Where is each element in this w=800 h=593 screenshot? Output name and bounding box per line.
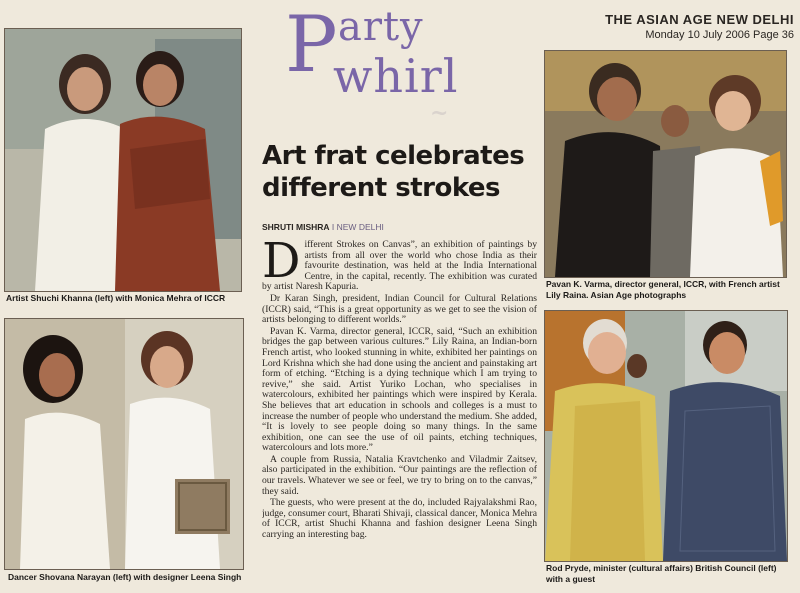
byline-author: SHRUTI MISHRA [262,222,330,232]
article-paragraph [262,240,537,293]
article-paragraph-text: ifferent Strokes on Canvas”, an exhibition of paintings by artists from all over the world who chose India as their favourite destination, was held at the India International Centre, in the capital, recently. The exhibition was curated by artist Naresh Kapuria. [262,240,537,293]
publication-name: THE ASIAN AGE NEW DELHI [605,12,794,27]
caption-top-right: Pavan K. Varma, director general, ICCR, with French artist Lily Raina. Asian Age photographs [546,279,780,300]
photo-pryde-guest-icon [545,311,787,561]
article-dropcap: D [262,240,301,289]
masthead-initial: P [285,0,338,90]
photo-top-right [544,50,787,278]
photo-varma-raina-icon [545,51,786,277]
caption-bottom-left: Dancer Shovana Narayan (left) with designer Leena Singh [8,572,242,582]
masthead-word-whirl: whirl [333,49,459,103]
photo-two-women-icon [5,29,241,291]
photo-bottom-right [544,310,788,562]
photo-bottom-left [4,318,244,570]
photo-dancer-designer-icon [5,319,243,569]
article-paragraph: A couple from Russia, Natalia Kravtchenko and Viladmir Zaitsev, also participated in the exhibition. “Our paintings are the reflection of our travels. Whatever we see or feel, we try to bring on to the canvas,” they said. [262,453,537,497]
publication-date-page: Monday 10 July 2006 Page 36 [645,29,794,41]
ghost-text: ~ [430,100,449,126]
article-byline [262,222,384,232]
publication-header [605,12,794,41]
caption-bottom-right: Rod Pryde, minister (cultural affairs) British Council (left) with a guest [546,563,777,584]
caption-top-left: Artist Shuchi Khanna (left) with Monica Mehra of ICCR [6,293,226,303]
article-paragraph: The guests, who were present at the do, included Rajyalakshmi Rao, judge, consumer court, Bharati Shivaji, classical dancer, Monica Mehra of ICCR, artist Shuchi Khanna and fashion designer Leena Singh carrying an interesting bag. [262,497,537,541]
article-body [262,240,537,588]
byline-location: I NEW DELHI [331,222,384,232]
article-paragraph: Pavan K. Varma, director general, ICCR, said, “Such an exhibition bridges the gap between various cultures.” Lily Raina, an Indian-born French artist, who looked stunning in white, exhibited her paintings on Lord Krishna which she had done using the ancient and painstaking art form of etching. “Etching is a dying technique which I am trying to revive,” she said. Artist Yuriko Lochan, who specialises in watercolours, exhibited her paintings which were inspired by Kerala. She believes that art education in schools and colleges is a must to increase the number of people who understand the medium. She added, “It is lovely to see people doing so many things. In the same exhibition, one can see the use of oil paints, etching techniques, watercolours and lots more.” [262,325,537,454]
article-paragraph: Dr Karan Singh, president, Indian Council for Cultural Relations (ICCR) said, “This is a great opportunity as we get to see the vision of artists belonging to different worlds.” [262,292,537,326]
photo-top-left [4,28,242,292]
article-headline: Art frat celebrates different strokes [262,141,525,203]
masthead-word-arty: arty [338,4,424,50]
